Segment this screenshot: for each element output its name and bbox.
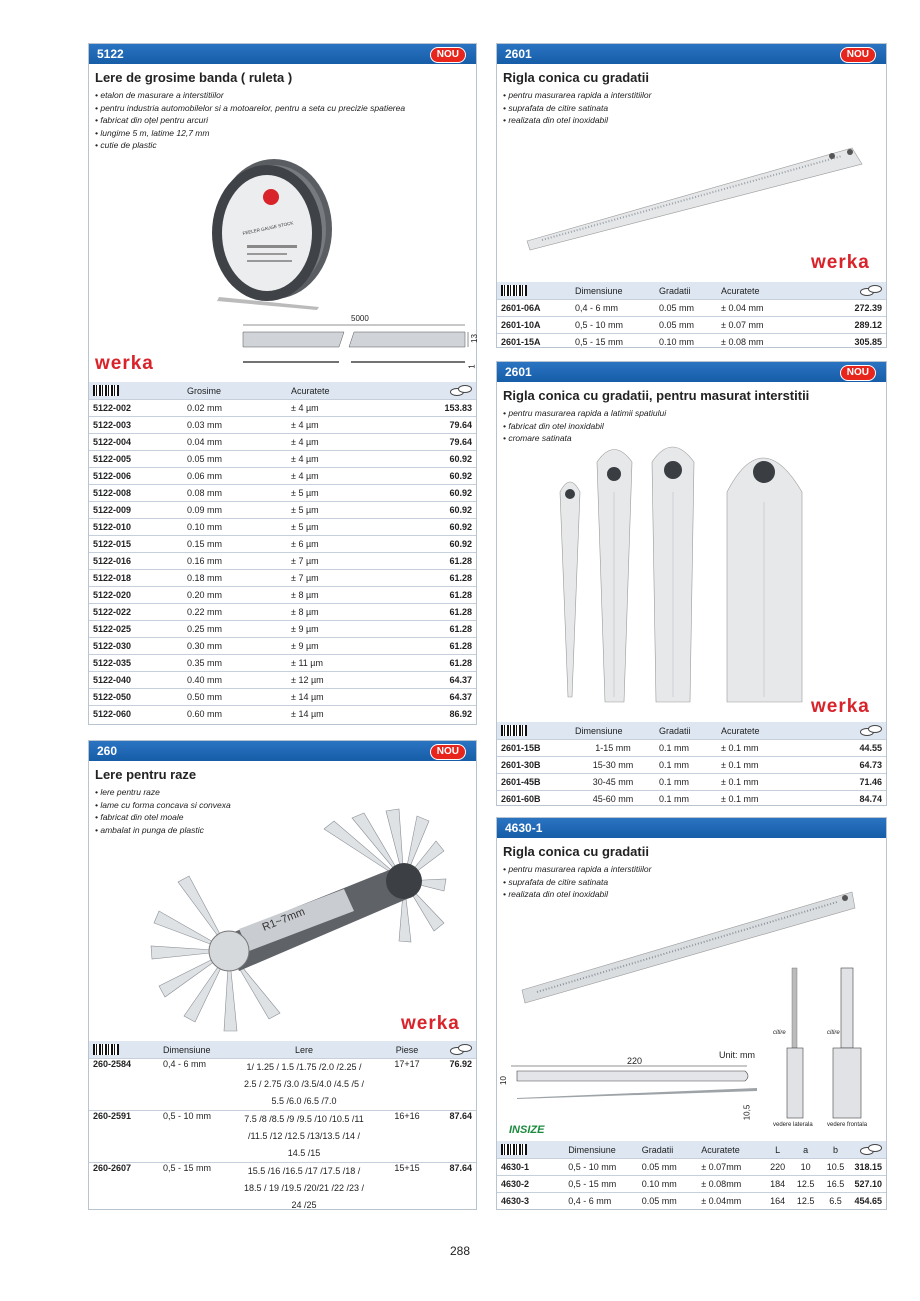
table-cell: 0.09 mm: [183, 502, 287, 519]
panel-header: [497, 362, 886, 382]
tape-label: FEELER GAUGE STOCK: [242, 220, 294, 236]
table-cell: 0.06 mm: [183, 468, 287, 485]
panel-2601-a: [496, 43, 887, 348]
table-cell: 60.92: [405, 502, 476, 519]
table-cell: 64.73: [815, 757, 886, 774]
table-cell: 60.92: [405, 451, 476, 468]
product-code: 4630-1: [505, 821, 543, 835]
table-cell: 6.5: [821, 1193, 851, 1210]
table-row: [89, 621, 476, 638]
citire-label: citire: [827, 1030, 840, 1036]
citire-label: citire: [773, 1030, 786, 1036]
feature-item: • lere pentru raze: [95, 786, 476, 799]
dimension-10: 10: [498, 1076, 508, 1085]
table-cell: 5122-030: [89, 638, 183, 655]
feature-list: [89, 89, 476, 152]
table-cell: 0.1 mm: [655, 740, 717, 757]
table-cell: 527.10: [850, 1176, 886, 1193]
column-header: Dimensiune: [571, 282, 655, 300]
table-cell: ± 0.04mm: [697, 1193, 764, 1210]
lere-line: 24 /25: [291, 1200, 317, 1210]
dimension-13: 13: [469, 334, 479, 343]
table-row: [89, 638, 476, 655]
new-badge: NOU: [430, 744, 466, 760]
table-cell: 5122-008: [89, 485, 183, 502]
barcode-icon: [501, 1144, 527, 1155]
table-cell: ± 0.08 mm: [717, 334, 815, 351]
table-cell: 0.03 mm: [183, 417, 287, 434]
table-cell: ± 0.07mm: [697, 1159, 764, 1176]
price-coins-icon: [450, 385, 472, 396]
table-cell: 10.5: [821, 1159, 851, 1176]
table-row: [497, 774, 886, 791]
table-cell: 0.35 mm: [183, 655, 287, 672]
table-cell: 305.85: [815, 334, 886, 351]
table-cell: 0.60 mm: [183, 706, 287, 723]
product-table: [89, 382, 476, 722]
table-row: [497, 740, 886, 757]
table-cell: ± 5 µm: [287, 519, 405, 536]
table-row: [497, 1159, 886, 1176]
table-row: [89, 400, 476, 417]
table-cell: ± 0.1 mm: [717, 740, 815, 757]
feature-item: • fabricat din oțel pentru arcuri: [95, 114, 476, 127]
table-cell: 4630-2: [497, 1176, 564, 1193]
table-cell: 0.08 mm: [183, 485, 287, 502]
panel-260: [88, 740, 477, 1210]
column-header: Acuratete: [287, 382, 405, 400]
table-cell: 61.28: [405, 621, 476, 638]
table-cell: 0.05 mm: [638, 1159, 698, 1176]
table-cell: 61.28: [405, 638, 476, 655]
table-cell: ± 8 µm: [287, 604, 405, 621]
lere-cell: [235, 1163, 373, 1215]
table-row: [89, 468, 476, 485]
table-cell: 260-2591: [89, 1111, 159, 1163]
feature-item: • suprafata de citire satinata: [503, 876, 886, 889]
table-cell: 220: [765, 1159, 791, 1176]
table-cell: 2601-60B: [497, 791, 571, 808]
lere-line: 1/ 1.25 / 1.5 /1.75 /2.0 /2.25 /: [246, 1062, 362, 1072]
table-cell: 5122-005: [89, 451, 183, 468]
lere-line: 7.5 /8 /8.5 /9 /9.5 /10 /10.5 /11: [244, 1114, 364, 1124]
product-table: [89, 1041, 476, 1214]
feature-item: • pentru masurarea rapida a latimii spatiului: [503, 407, 886, 420]
table-row: [89, 536, 476, 553]
product-code: 5122: [97, 47, 124, 61]
table-cell: 0,5 - 10 mm: [571, 317, 655, 334]
table-cell: 0.20 mm: [183, 587, 287, 604]
table-cell: ± 7 µm: [287, 553, 405, 570]
table-cell: 79.64: [405, 434, 476, 451]
table-cell: ± 4 µm: [287, 451, 405, 468]
dimension-5000: 5000: [351, 314, 369, 323]
table-cell: 0.05 mm: [655, 300, 717, 317]
table-cell: 16+16: [373, 1111, 441, 1163]
table-cell: ± 8 µm: [287, 587, 405, 604]
feature-item: • pentru masurarea rapida a interstitiilor: [503, 89, 886, 102]
column-header: Acuratete: [717, 282, 815, 300]
table-cell: 1-15 mm: [571, 740, 655, 757]
lere-line: 2.5 / 2.75 /3.0 /3.5/4.0 /4.5 /5 /: [243, 1079, 365, 1089]
table-cell: 15-30 mm: [571, 757, 655, 774]
brand-logo: werka: [811, 696, 870, 717]
table-cell: 260-2607: [89, 1163, 159, 1215]
page-number: 288: [449, 1244, 471, 1258]
table-cell: 0,5 - 10 mm: [564, 1159, 638, 1176]
table-cell: 17+17: [373, 1059, 441, 1111]
table-cell: 15+15: [373, 1163, 441, 1215]
table-cell: 0.30 mm: [183, 638, 287, 655]
table-cell: 0.02 mm: [183, 400, 287, 417]
panel-header: [89, 44, 476, 64]
table-cell: 260-2584: [89, 1059, 159, 1111]
tool-label: R1~7mm: [260, 905, 307, 934]
table-cell: 61.28: [405, 553, 476, 570]
table-cell: 5122-020: [89, 587, 183, 604]
side-view-label: vedere laterala: [773, 1122, 813, 1128]
table-cell: 60.92: [405, 519, 476, 536]
tape-reel-image: [199, 147, 329, 312]
table-row: [89, 553, 476, 570]
table-row: [89, 519, 476, 536]
table-row: [89, 417, 476, 434]
barcode-icon: [93, 1044, 119, 1055]
feature-item: • etalon de masurare a interstitiilor: [95, 89, 476, 102]
table-cell: 0.05 mm: [638, 1193, 698, 1210]
lere-line: 15.5 /16 /16.5 /17 /17.5 /18 /: [247, 1166, 361, 1176]
panel-4630: [496, 817, 887, 1210]
product-title: Lere pentru raze: [95, 767, 197, 782]
panel-5122: [88, 43, 477, 725]
table-cell: 5122-006: [89, 468, 183, 485]
feature-item: • cutie de plastic: [95, 139, 476, 152]
table-cell: ± 14 µm: [287, 706, 405, 723]
table-cell: 272.39: [815, 300, 886, 317]
table-cell: 5122-010: [89, 519, 183, 536]
table-cell: ± 0.07 mm: [717, 317, 815, 334]
table-cell: 0.16 mm: [183, 553, 287, 570]
table-cell: 44.55: [815, 740, 886, 757]
front-view-label: vedere frontala: [827, 1122, 868, 1128]
table-cell: ± 9 µm: [287, 621, 405, 638]
technical-drawing: [507, 963, 887, 1128]
table-cell: ± 5 µm: [287, 502, 405, 519]
brand-logo: werka: [401, 1013, 460, 1034]
table-cell: 79.64: [405, 417, 476, 434]
table-cell: 0,5 - 15 mm: [159, 1163, 235, 1215]
panel-header: [497, 818, 886, 838]
price-coins-icon: [860, 725, 882, 736]
table-cell: ± 14 µm: [287, 689, 405, 706]
table-cell: 87.64: [441, 1163, 476, 1215]
table-cell: 0,4 - 6 mm: [571, 300, 655, 317]
table-row: [497, 791, 886, 808]
barcode-icon: [93, 385, 119, 396]
table-cell: ± 0.1 mm: [717, 774, 815, 791]
table-cell: ± 4 µm: [287, 417, 405, 434]
lere-line: 14.5 /15: [287, 1148, 321, 1158]
product-title: Lere de grosime banda ( ruleta ): [95, 70, 293, 85]
table-cell: 10: [791, 1159, 821, 1176]
table-row: [89, 570, 476, 587]
table-cell: 61.28: [405, 587, 476, 604]
insize-logo: INSIZE: [509, 1124, 545, 1136]
table-cell: 61.28: [405, 655, 476, 672]
brand-logo: werka: [95, 353, 154, 374]
table-cell: ± 4 µm: [287, 468, 405, 485]
table-cell: 0,4 - 6 mm: [159, 1059, 235, 1111]
lere-line: 5.5 /6.0 /6.5 /7.0: [271, 1096, 337, 1106]
product-title: Rigla conica cu gradatii: [503, 70, 649, 85]
feature-item: • fabricat din otel inoxidabil: [503, 420, 886, 433]
table-row: [89, 434, 476, 451]
tape-drawing: [239, 322, 474, 372]
table-cell: 5122-022: [89, 604, 183, 621]
table-cell: ± 7 µm: [287, 570, 405, 587]
product-code: 260: [97, 744, 118, 758]
table-cell: ± 9 µm: [287, 638, 405, 655]
feature-item: • cromare satinata: [503, 432, 886, 445]
column-header: Lere: [235, 1041, 373, 1059]
table-row: [497, 300, 886, 317]
table-cell: ± 0.1 mm: [717, 791, 815, 808]
table-cell: 0.10 mm: [655, 334, 717, 351]
feature-item: • realizata din otel inoxidabil: [503, 114, 886, 127]
table-cell: 5122-040: [89, 672, 183, 689]
table-row: [497, 757, 886, 774]
column-header: Gradatii: [638, 1141, 698, 1159]
table-row: [89, 451, 476, 468]
lere-line: 18.5 / 19 /19.5 /20/21 /22 /23 /: [243, 1183, 365, 1193]
table-cell: 64.37: [405, 672, 476, 689]
table-row: [89, 689, 476, 706]
table-cell: 0.50 mm: [183, 689, 287, 706]
column-header: Dimensiune: [571, 722, 655, 740]
table-cell: 2601-45B: [497, 774, 571, 791]
table-row: [89, 706, 476, 723]
table-cell: 16.5: [821, 1176, 851, 1193]
table-cell: 0.18 mm: [183, 570, 287, 587]
table-row: [497, 1176, 886, 1193]
product-code: 2601: [505, 365, 532, 379]
feature-item: • lungime 5 m, latime 12,7 mm: [95, 127, 476, 140]
table-cell: 76.92: [441, 1059, 476, 1111]
table-cell: 5122-004: [89, 434, 183, 451]
table-cell: 4630-3: [497, 1193, 564, 1210]
table-cell: 5122-025: [89, 621, 183, 638]
table-cell: 0.25 mm: [183, 621, 287, 638]
table-row: [497, 1193, 886, 1210]
table-cell: 2601-10A: [497, 317, 571, 334]
price-coins-icon: [860, 1144, 882, 1155]
column-header: Gradatii: [655, 722, 717, 740]
product-table: [497, 1141, 886, 1209]
table-cell: 5122-035: [89, 655, 183, 672]
table-cell: 289.12: [815, 317, 886, 334]
table-cell: ± 5 µm: [287, 485, 405, 502]
table-cell: 2601-15A: [497, 334, 571, 351]
table-cell: 87.64: [441, 1111, 476, 1163]
table-row: [89, 587, 476, 604]
table-cell: 61.28: [405, 570, 476, 587]
table-row: [89, 604, 476, 621]
table-cell: 0.10 mm: [638, 1176, 698, 1193]
table-row: [89, 672, 476, 689]
new-badge: NOU: [430, 47, 466, 63]
radius-gauge-image: [144, 811, 444, 1036]
wedge-gauges-image: [552, 432, 852, 707]
product-table: [497, 282, 886, 350]
table-cell: 0.05 mm: [183, 451, 287, 468]
feature-item: • ambalat in punga de plastic: [95, 824, 476, 837]
dimension-1: 1: [467, 364, 477, 369]
table-cell: ± 6 µm: [287, 536, 405, 553]
table-cell: 0.1 mm: [655, 757, 717, 774]
table-cell: 4630-1: [497, 1159, 564, 1176]
table-cell: 153.83: [405, 400, 476, 417]
column-header: Gradatii: [655, 282, 717, 300]
table-cell: 5122-009: [89, 502, 183, 519]
new-badge: NOU: [840, 365, 876, 381]
table-cell: ± 4 µm: [287, 434, 405, 451]
brand-logo: werka: [811, 252, 870, 273]
table-cell: 2601-15B: [497, 740, 571, 757]
table-cell: 184: [765, 1176, 791, 1193]
feature-item: • pentru industria automobilelor si a motoarelor, pentru a seta cu precizie spatierea: [95, 102, 476, 115]
feature-item: • pentru masurarea rapida a interstitiilor: [503, 863, 886, 876]
table-row: [89, 485, 476, 502]
table-cell: 0.05 mm: [655, 317, 717, 334]
panel-2601-b: [496, 361, 887, 806]
table-cell: ± 11 µm: [287, 655, 405, 672]
unit-label: Unit: mm: [719, 1050, 755, 1060]
table-cell: 71.46: [815, 774, 886, 791]
table-cell: 0.04 mm: [183, 434, 287, 451]
feature-item: • fabricat din otel moale: [95, 811, 476, 824]
table-cell: 0,5 - 15 mm: [571, 334, 655, 351]
feature-list: [497, 89, 886, 127]
product-title: Rigla conica cu gradatii: [503, 844, 649, 859]
table-cell: ± 0.1 mm: [717, 757, 815, 774]
feature-item: • lame cu forma concava si convexa: [95, 799, 476, 812]
table-cell: 60.92: [405, 536, 476, 553]
table-cell: 0.22 mm: [183, 604, 287, 621]
table-cell: 0,5 - 10 mm: [159, 1111, 235, 1163]
table-cell: 0.1 mm: [655, 791, 717, 808]
table-cell: 64.37: [405, 689, 476, 706]
barcode-icon: [501, 725, 527, 736]
table-cell: 5122-002: [89, 400, 183, 417]
panel-header: [497, 44, 886, 64]
table-cell: ± 12 µm: [287, 672, 405, 689]
table-cell: 0.1 mm: [655, 774, 717, 791]
dimension-220: 220: [627, 1056, 643, 1066]
price-coins-icon: [450, 1044, 472, 1055]
column-header: Acuratete: [697, 1141, 764, 1159]
barcode-icon: [501, 285, 527, 296]
taper-gauge-image: [522, 136, 872, 256]
table-cell: 0,5 - 15 mm: [564, 1176, 638, 1193]
table-cell: 5122-050: [89, 689, 183, 706]
table-cell: 318.15: [850, 1159, 886, 1176]
table-cell: 12.5: [791, 1176, 821, 1193]
table-row: [89, 1111, 476, 1163]
table-cell: 0.10 mm: [183, 519, 287, 536]
table-cell: 164: [765, 1193, 791, 1210]
table-cell: 30-45 mm: [571, 774, 655, 791]
table-cell: 5122-015: [89, 536, 183, 553]
column-header: Piese: [373, 1041, 441, 1059]
column-header: Dimensiune: [159, 1041, 235, 1059]
product-title: Rigla conica cu gradatii, pentru masurat interstitii: [503, 388, 810, 403]
column-header: L: [765, 1141, 791, 1159]
table-cell: 2601-30B: [497, 757, 571, 774]
table-row: [89, 1059, 476, 1111]
table-row: [89, 502, 476, 519]
panel-header: [89, 741, 476, 761]
feature-item: • realizata din otel inoxidabil: [503, 888, 886, 901]
table-row: [89, 1163, 476, 1215]
table-cell: 61.28: [405, 604, 476, 621]
lere-line: /11.5 /12 /12.5 /13/13.5 /14 /: [248, 1131, 360, 1141]
table-cell: 84.74: [815, 791, 886, 808]
column-header: Acuratete: [717, 722, 815, 740]
table-cell: ± 0.08mm: [697, 1176, 764, 1193]
table-row: [497, 317, 886, 334]
table-cell: ± 4 µm: [287, 400, 405, 417]
dimension-10-5: 10,5: [742, 1104, 752, 1121]
table-cell: ± 0.04 mm: [717, 300, 815, 317]
table-cell: 0,4 - 6 mm: [564, 1193, 638, 1210]
table-cell: 86.92: [405, 706, 476, 723]
column-header: a: [791, 1141, 821, 1159]
product-code: 2601: [505, 47, 532, 61]
feature-item: • suprafata de citire satinata: [503, 102, 886, 115]
table-cell: 60.92: [405, 485, 476, 502]
table-row: [497, 334, 886, 351]
table-cell: 45-60 mm: [571, 791, 655, 808]
table-cell: 2601-06A: [497, 300, 571, 317]
table-cell: 5122-060: [89, 706, 183, 723]
lere-cell: [235, 1111, 373, 1163]
table-cell: 454.65: [850, 1193, 886, 1210]
table-cell: 60.92: [405, 468, 476, 485]
product-table: [497, 722, 886, 807]
table-cell: 5122-016: [89, 553, 183, 570]
table-cell: 5122-018: [89, 570, 183, 587]
table-row: [89, 655, 476, 672]
new-badge: NOU: [840, 47, 876, 63]
table-cell: 0.40 mm: [183, 672, 287, 689]
column-header: Dimensiune: [564, 1141, 638, 1159]
column-header: b: [821, 1141, 851, 1159]
price-coins-icon: [860, 285, 882, 296]
table-cell: 0.15 mm: [183, 536, 287, 553]
table-cell: 12.5: [791, 1193, 821, 1210]
lere-cell: [235, 1059, 373, 1111]
table-cell: 5122-003: [89, 417, 183, 434]
column-header: Grosime: [183, 382, 287, 400]
